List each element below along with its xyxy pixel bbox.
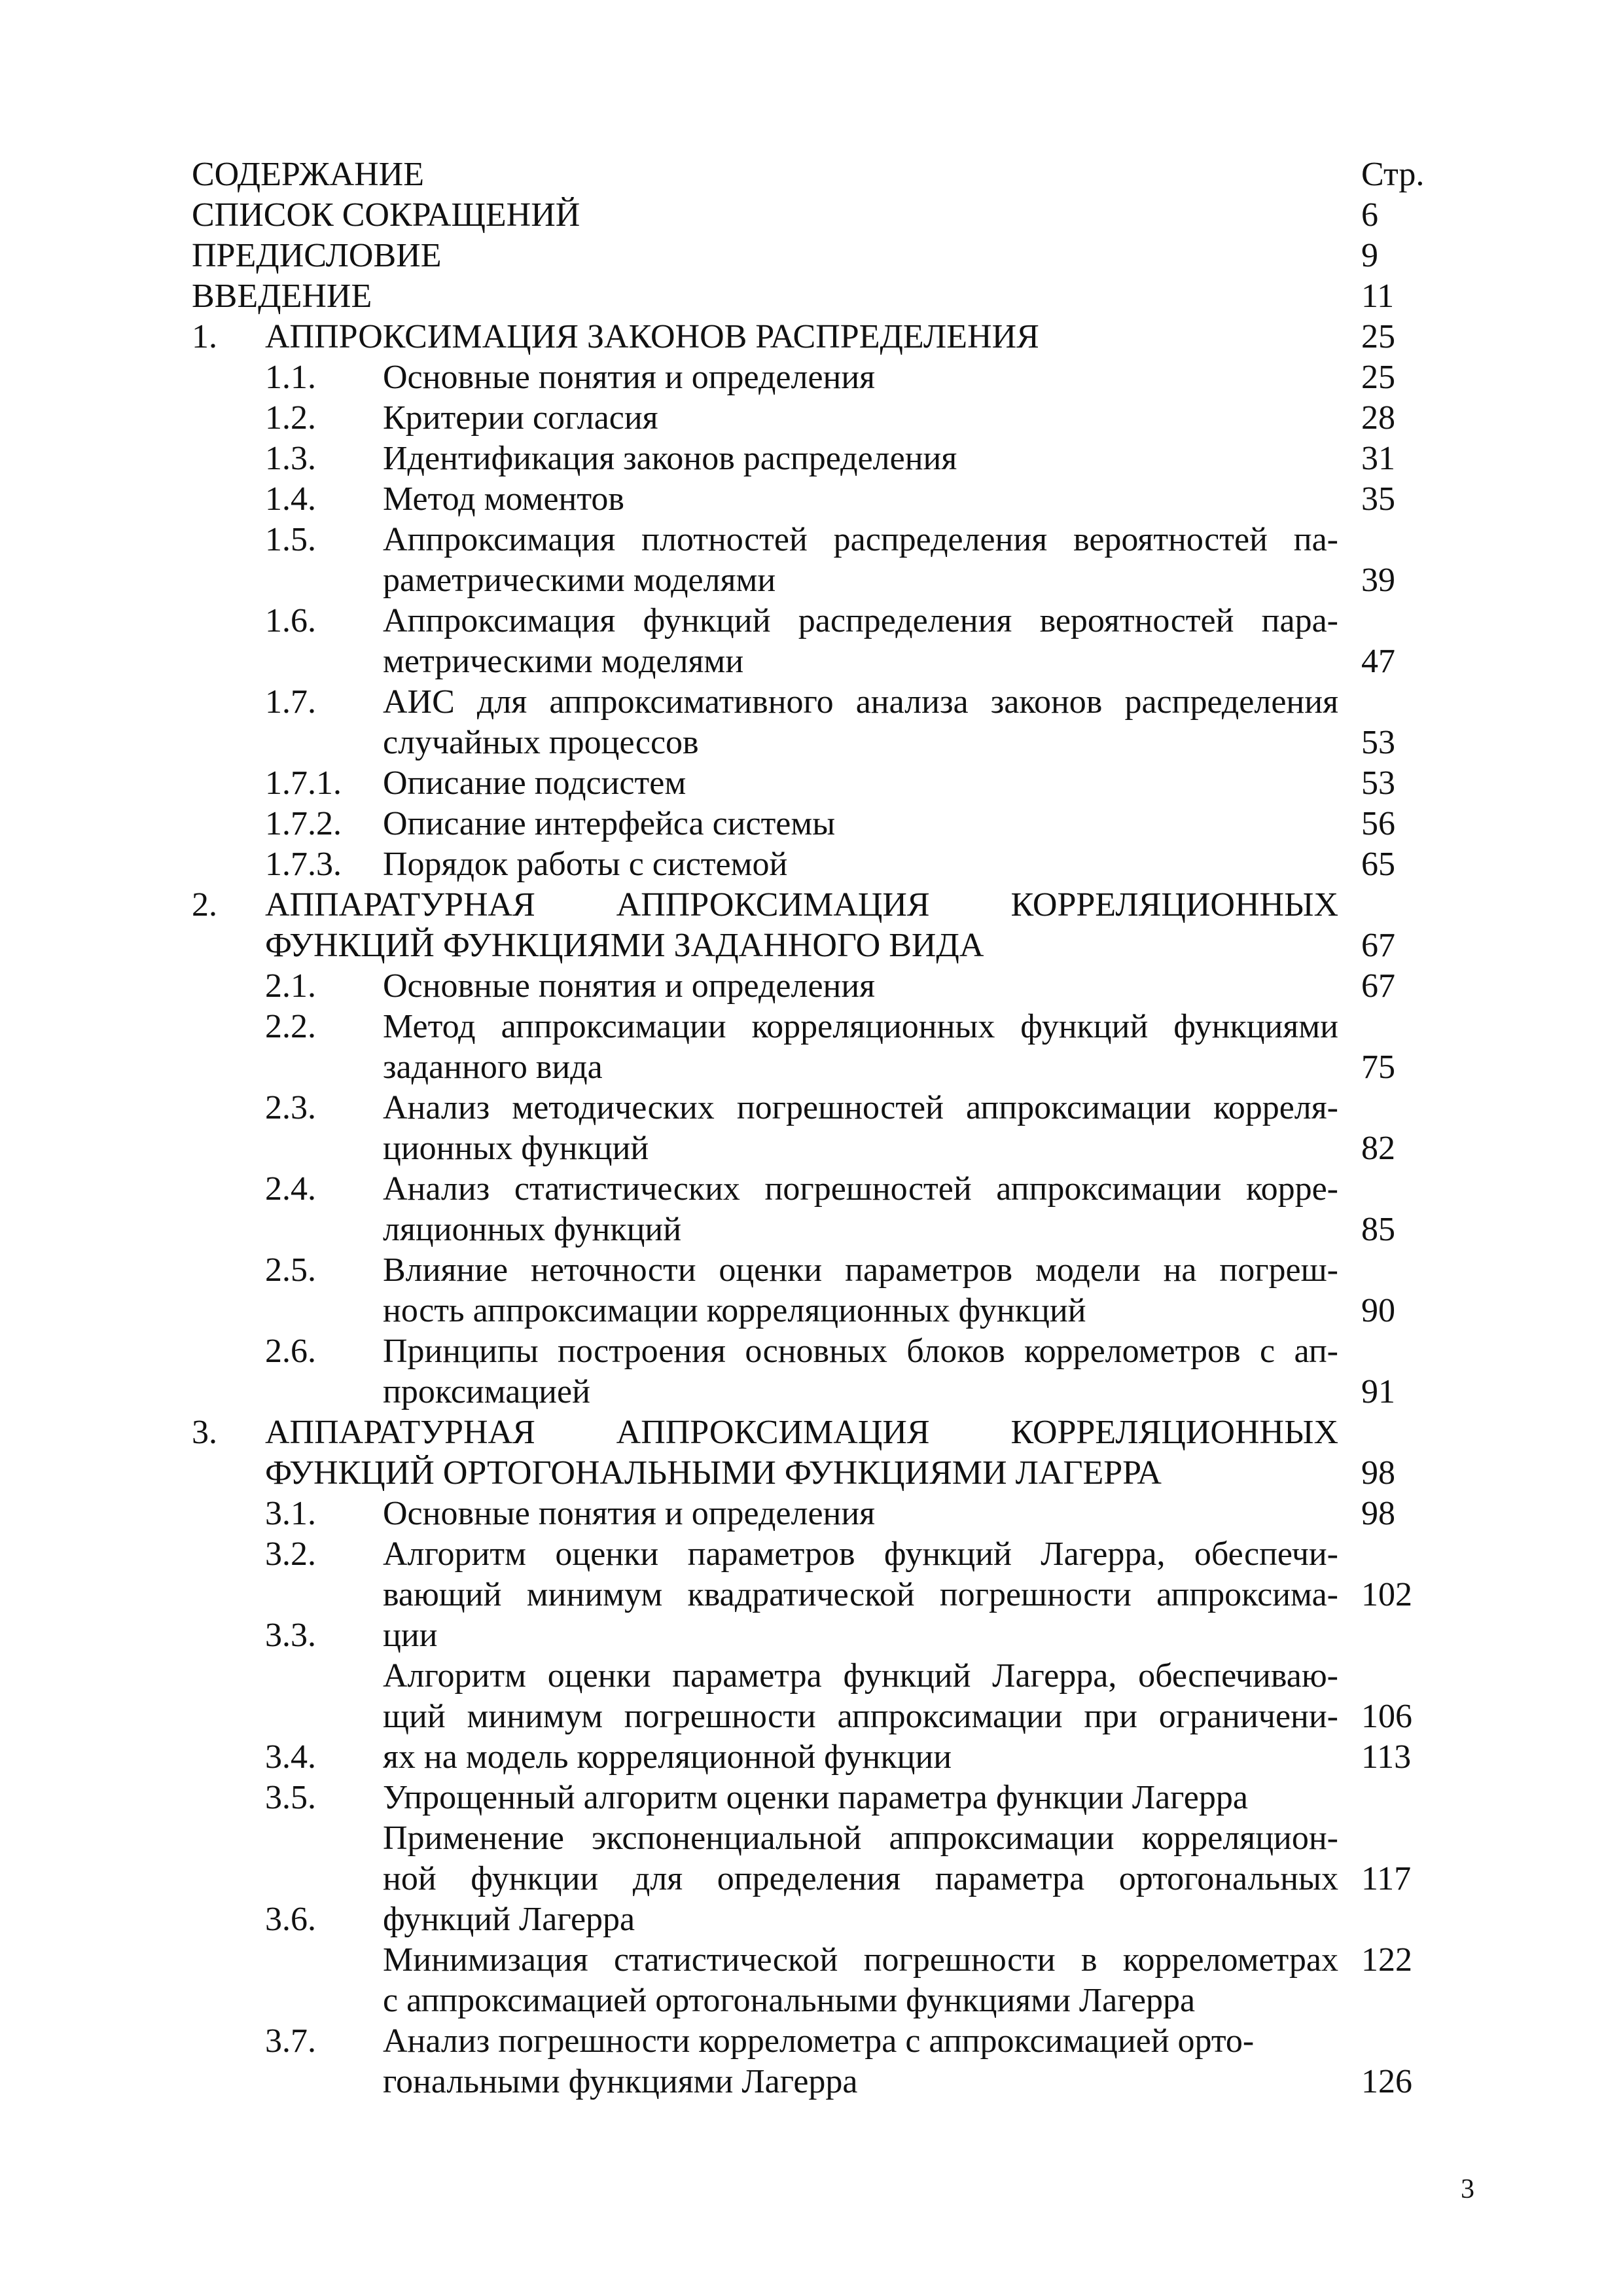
toc-entry-page: 56	[1361, 805, 1395, 842]
section-number: 1.7.3.	[265, 846, 342, 883]
toc-section-continuation	[0, 1128, 1623, 1169]
chapter-title: ФУНКЦИЙ ОРТОГОНАЛЬНЫМИ ФУНКЦИЯМИ ЛАГЕРРА	[265, 1454, 1162, 1492]
toc-entry-page: 11	[1361, 278, 1395, 315]
toc-entry-page: 82	[1361, 1130, 1395, 1167]
toc-section-continuation	[0, 1696, 1623, 1737]
toc-entry-page: 98	[1361, 1495, 1395, 1532]
toc-entry-page: 47	[1361, 643, 1395, 680]
section-title: Описание интерфейса системы	[383, 805, 836, 842]
section-number: 3.5.	[265, 1779, 316, 1816]
toc-entry-title: ПРЕДИСЛОВИЕ	[192, 237, 442, 274]
section-number: 1.4.	[265, 480, 316, 518]
toc-section-continuation	[0, 1818, 1623, 1859]
section-number: 1.7.	[265, 683, 316, 721]
toc-section	[0, 357, 1623, 398]
toc-entry-page: 91	[1361, 1373, 1395, 1410]
toc-entry-title: СПИСОК СОКРАЩЕНИЙ	[192, 196, 580, 234]
section-number: 1.7.1.	[265, 764, 342, 802]
section-number: 3.4.	[265, 1738, 316, 1776]
section-title: Метод моментов	[383, 480, 624, 518]
chapter-title: АППАРАТУРНАЯ АППРОКСИМАЦИЯ КОРРЕЛЯЦИОННЫХ	[265, 1414, 1338, 1451]
section-number: 1.7.2.	[265, 805, 342, 842]
toc-entry-page: 9	[1361, 237, 1378, 274]
toc-section-continuation	[0, 1575, 1623, 1615]
toc-section-continuation	[0, 641, 1623, 682]
toc-entry-page: 85	[1361, 1211, 1395, 1248]
section-title: Алгоритм оценки параметра функций Лагерра, обеспечиваю-	[383, 1657, 1338, 1695]
toc-entry-page: 25	[1361, 318, 1395, 355]
toc-entry-page: 6	[1361, 196, 1378, 234]
section-title: Метод аппроксимации корреляционных функций функциями	[383, 1008, 1338, 1045]
section-title: Основные понятия и определения	[383, 967, 876, 1005]
section-number: 2.6.	[265, 1333, 316, 1370]
section-title: Критерии согласия	[383, 399, 658, 437]
section-title: Описание подсистем	[383, 764, 687, 802]
section-title: Аппроксимация функций распределения вероятностей пара-	[383, 602, 1338, 639]
toc-entry-page: 67	[1361, 927, 1395, 964]
toc-section	[0, 966, 1623, 1007]
toc-entry-page: 53	[1361, 724, 1395, 761]
toc-entry-page: 39	[1361, 562, 1395, 599]
toc-section-continuation	[0, 1981, 1623, 2021]
section-title: Основные понятия и определения	[383, 1495, 876, 1532]
toc-section-continuation	[0, 723, 1623, 763]
chapter-number: 3.	[192, 1414, 217, 1451]
toc-section	[0, 1331, 1623, 1372]
section-number: 3.1.	[265, 1495, 316, 1532]
section-title: ях на модель корреляционной функции	[383, 1738, 952, 1776]
section-title: заданного вида	[383, 1049, 603, 1086]
section-title: Основные понятия и определения	[383, 359, 876, 396]
section-title: случайных процессов	[383, 724, 699, 761]
toc-section-continuation	[0, 560, 1623, 601]
toc-entry-page: 102	[1361, 1576, 1412, 1613]
toc-section	[0, 398, 1623, 439]
toc-section	[0, 1737, 1623, 1778]
section-title: Минимизация статистической погрешности в коррелометрах	[383, 1941, 1338, 1979]
toc-chapter	[0, 885, 1623, 925]
toc-chapter	[0, 1412, 1623, 1453]
toc-section	[0, 1088, 1623, 1128]
section-number: 1.2.	[265, 399, 316, 437]
page-column-label: Стр.	[1361, 156, 1425, 193]
toc-entry-page: 53	[1361, 764, 1395, 802]
toc-section	[0, 601, 1623, 641]
section-number: 1.6.	[265, 602, 316, 639]
toc-chapter-continuation	[0, 925, 1623, 966]
toc-heading: СОДЕРЖАНИЕ	[192, 156, 424, 193]
section-title: Алгоритм оценки параметров функций Лагерра, обеспечи-	[383, 1535, 1338, 1573]
toc-section	[0, 439, 1623, 479]
toc-section	[0, 1494, 1623, 1534]
chapter-title: ФУНКЦИЙ ФУНКЦИЯМИ ЗАДАННОГО ВИДА	[265, 927, 984, 964]
section-title: ляционных функций	[383, 1211, 682, 1248]
toc-entry-page: 122	[1361, 1941, 1412, 1979]
section-number: 2.5.	[265, 1251, 316, 1289]
toc-chapter	[0, 317, 1623, 357]
section-title: вающий минимум квадратической погрешности аппроксима-	[383, 1576, 1338, 1613]
section-title: метрическими моделями	[383, 643, 744, 680]
toc-section-continuation	[0, 1940, 1623, 1981]
section-title: Принципы построения основных блоков коррелометров с ап-	[383, 1333, 1338, 1370]
section-title: Идентификация законов распределения	[383, 440, 957, 477]
section-title: функций Лагерра	[383, 1901, 635, 1938]
toc-section-continuation	[0, 1291, 1623, 1331]
toc-section	[0, 1250, 1623, 1291]
toc-section	[0, 520, 1623, 560]
section-title: Аппроксимация плотностей распределения вероятностей па-	[383, 521, 1338, 558]
toc-entry	[0, 195, 1623, 236]
toc-section	[0, 479, 1623, 520]
toc-section	[0, 1007, 1623, 1047]
toc-section	[0, 2021, 1623, 2062]
toc-entry-page: 117	[1361, 1860, 1412, 1897]
section-number: 1.5.	[265, 521, 316, 558]
section-title: Анализ методических погрешностей аппроксимации корреля-	[383, 1089, 1338, 1126]
section-title: Анализ погрешности коррелометра с аппроксимацией орто-	[383, 2022, 1255, 2060]
section-title: Порядок работы с системой	[383, 846, 788, 883]
toc-entry	[0, 276, 1623, 317]
toc-section	[0, 804, 1623, 844]
section-title: гональными функциями Лагерра	[383, 2063, 858, 2100]
toc-entry	[0, 236, 1623, 276]
section-number: 1.3.	[265, 440, 316, 477]
toc-heading-row	[0, 154, 1623, 195]
section-number: 2.4.	[265, 1170, 316, 1208]
toc-entry-page: 98	[1361, 1454, 1395, 1492]
section-title: щий минимум погрешности аппроксимации при ограничени-	[383, 1698, 1338, 1735]
toc-entry-page: 35	[1361, 480, 1395, 518]
section-number: 2.1.	[265, 967, 316, 1005]
toc-entry-page: 106	[1361, 1698, 1412, 1735]
toc-entry-page: 75	[1361, 1049, 1395, 1086]
toc-entry-page: 126	[1361, 2063, 1412, 2100]
section-number: 3.6.	[265, 1901, 316, 1938]
section-title: ции	[383, 1617, 438, 1654]
section-number: 2.2.	[265, 1008, 316, 1045]
section-title: ционных функций	[383, 1130, 649, 1167]
section-number: 3.2.	[265, 1535, 316, 1573]
toc-entry-title: ВВЕДЕНИЕ	[192, 278, 372, 315]
toc-section-continuation	[0, 1656, 1623, 1696]
toc-section	[0, 682, 1623, 723]
toc-entry-page: 90	[1361, 1292, 1395, 1329]
toc-section-continuation	[0, 1047, 1623, 1088]
section-title: раметрическими моделями	[383, 562, 776, 599]
toc-entry-page: 65	[1361, 846, 1395, 883]
chapter-title: АППРОКСИМАЦИЯ ЗАКОНОВ РАСПРЕДЕЛЕНИЯ	[265, 318, 1039, 355]
chapter-title: АППАРАТУРНАЯ АППРОКСИМАЦИЯ КОРРЕЛЯЦИОННЫХ	[265, 886, 1338, 924]
toc-section	[0, 1778, 1623, 1818]
section-title: ность аппроксимации корреляционных функций	[383, 1292, 1086, 1329]
toc-chapter-continuation	[0, 1453, 1623, 1494]
toc-entry-page: 31	[1361, 440, 1395, 477]
section-title: Влияние неточности оценки параметров модели на погреш-	[383, 1251, 1338, 1289]
section-title: Упрощенный алгоритм оценки параметра функции Лагерра	[383, 1779, 1248, 1816]
section-title: с аппроксимацией ортогональными функциями Лагерра	[383, 1982, 1196, 2019]
toc-section	[0, 1534, 1623, 1575]
section-title: ной функции для определения параметра ортогональных	[383, 1860, 1338, 1897]
section-title: АИС для аппроксимативного анализа законов распределения	[383, 683, 1338, 721]
toc-section-continuation	[0, 2062, 1623, 2102]
page-number: 3	[1461, 2174, 1474, 2204]
chapter-number: 2.	[192, 886, 217, 924]
section-number: 1.1.	[265, 359, 316, 396]
toc-entry-page: 113	[1361, 1738, 1412, 1776]
toc-section	[0, 1169, 1623, 1210]
toc-entry-page: 28	[1361, 399, 1395, 437]
toc-section-continuation	[0, 1859, 1623, 1899]
toc-section	[0, 844, 1623, 885]
section-number: 3.7.	[265, 2022, 316, 2060]
toc-section	[0, 1899, 1623, 1940]
section-number: 3.3.	[265, 1617, 316, 1654]
section-title: Анализ статистических погрешностей аппроксимации корре-	[383, 1170, 1338, 1208]
toc-entry-page: 25	[1361, 359, 1395, 396]
section-title: проксимацией	[383, 1373, 590, 1410]
toc-section	[0, 1615, 1623, 1656]
section-title: Применение экспоненциальной аппроксимации корреляцион-	[383, 1820, 1338, 1857]
toc-section-continuation	[0, 1210, 1623, 1250]
section-number: 2.3.	[265, 1089, 316, 1126]
toc-section	[0, 763, 1623, 804]
toc-entry-page: 67	[1361, 967, 1395, 1005]
toc-section-continuation	[0, 1372, 1623, 1412]
chapter-number: 1.	[192, 318, 217, 355]
